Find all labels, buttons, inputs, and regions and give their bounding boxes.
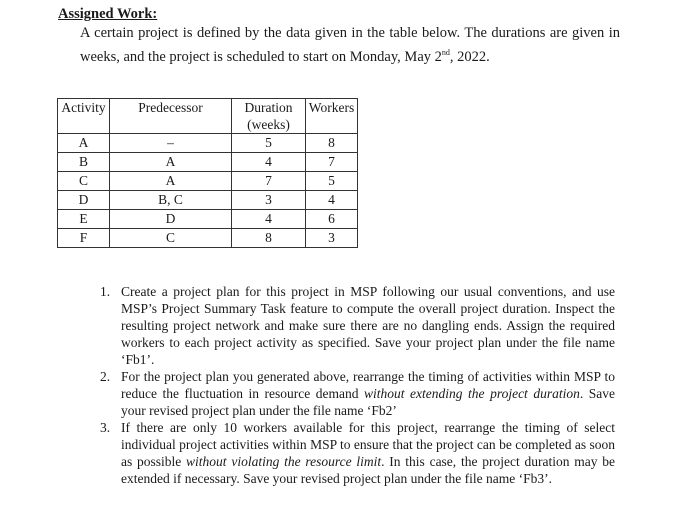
cell-predecessor: A xyxy=(110,172,232,191)
task-number: 1. xyxy=(100,284,111,299)
cell-duration: 5 xyxy=(232,134,306,153)
task-text-emphasis: without extending the project duration xyxy=(364,386,580,401)
table-row xyxy=(58,134,358,153)
table-row xyxy=(58,153,358,172)
intro-text-part2: , 2022. xyxy=(449,49,490,65)
cell-activity: D xyxy=(58,191,110,210)
cell-predecessor: B, C xyxy=(110,191,232,210)
header-activity: Activity xyxy=(58,99,110,134)
task-number: 2. xyxy=(100,369,111,384)
cell-activity: B xyxy=(58,153,110,172)
cell-predecessor: D xyxy=(110,210,232,229)
header-predecessor: Predecessor xyxy=(110,99,232,134)
task-text-b: . In this case, the project duration may be extended if necessary. Save your revised project plan under the file name ‘Fb3’. xyxy=(121,454,615,486)
intro-text-part1: A certain project is defined by the data given in the table below. The durations are given in weeks, and the project is scheduled to start on Monday, May 2 xyxy=(80,25,620,65)
cell-activity: C xyxy=(58,172,110,191)
cell-duration: 8 xyxy=(232,229,306,248)
table-row xyxy=(58,172,358,191)
cell-workers: 3 xyxy=(306,229,358,248)
cell-activity: A xyxy=(58,134,110,153)
task-text-emphasis: without violating the resource limit xyxy=(186,454,382,469)
task-number: 3. xyxy=(100,420,111,435)
cell-predecessor: – xyxy=(110,134,232,153)
table-row xyxy=(58,210,358,229)
cell-workers: 6 xyxy=(306,210,358,229)
intro-paragraph xyxy=(80,24,620,67)
header-duration-line1: Duration xyxy=(244,100,293,115)
task-item-2 xyxy=(100,368,615,419)
cell-predecessor: A xyxy=(110,153,232,172)
cell-duration: 3 xyxy=(232,191,306,210)
table-header-row xyxy=(58,99,358,134)
cell-predecessor: C xyxy=(110,229,232,248)
task-item-1 xyxy=(100,283,615,368)
assigned-work-heading: Assigned Work: xyxy=(58,6,158,22)
header-duration xyxy=(232,99,306,134)
cell-workers: 8 xyxy=(306,134,358,153)
header-workers: Workers xyxy=(306,99,358,134)
task-text: Create a project plan for this project in MSP following our usual conventions, and use MSP’s Project Summary Task feature to compute the overall project duration. Inspect the resulting project network and make sure there are no dangling ends. Assign the required workers to each project activity as specified. Save your project plan under the file name ‘Fb1’. xyxy=(121,284,615,367)
cell-activity: E xyxy=(58,210,110,229)
cell-workers: 5 xyxy=(306,172,358,191)
cell-workers: 7 xyxy=(306,153,358,172)
intro-ordinal-suffix: nd xyxy=(441,48,450,57)
cell-duration: 4 xyxy=(232,210,306,229)
task-list xyxy=(100,283,615,487)
table-row xyxy=(58,229,358,248)
task-text-b: . Save your revised project plan under the file name ‘Fb2’ xyxy=(121,386,615,418)
task-text-a: If there are only 10 workers available for this project, rearrange the timing of select individual project activities within MSP to ensure that the project can be completed as soon as possible xyxy=(121,420,615,469)
cell-activity: F xyxy=(58,229,110,248)
task-item-3 xyxy=(100,419,615,487)
cell-workers: 4 xyxy=(306,191,358,210)
project-activity-table xyxy=(57,98,358,248)
header-duration-line2: (weeks) xyxy=(247,117,290,132)
cell-duration: 7 xyxy=(232,172,306,191)
task-text-a: For the project plan you generated above, rearrange the timing of activities within MSP to reduce the fluctuation in resource demand xyxy=(121,369,615,401)
cell-duration: 4 xyxy=(232,153,306,172)
table-row xyxy=(58,191,358,210)
